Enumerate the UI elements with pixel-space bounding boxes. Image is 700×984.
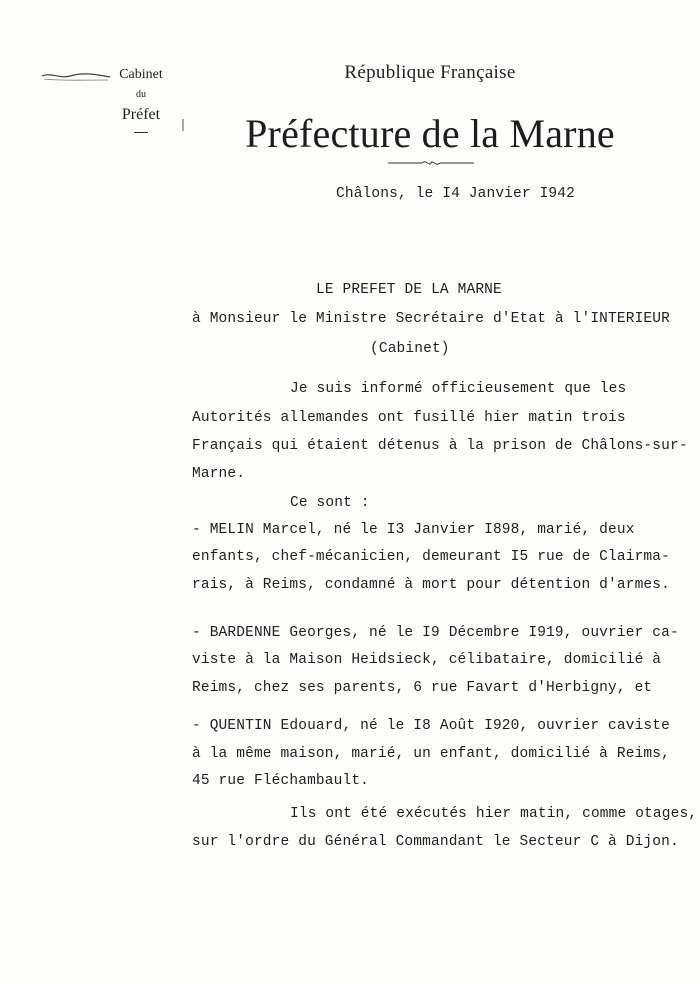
melin-entry-line: enfants, chef-mécanicien, demeurant I5 rue de Clairma- [192, 549, 670, 565]
cabinet-divider [134, 132, 148, 133]
melin-entry-line: - MELIN Marcel, né le I3 Janvier I898, marié, deux [192, 522, 635, 538]
paragraph-line: Je suis informé officieusement que les [290, 381, 627, 397]
dateline: Châlons, le I4 Janvier I942 [336, 186, 575, 202]
quentin-entry-line: 45 rue Fléchambault. [192, 773, 370, 789]
republique-heading: République Française [344, 62, 516, 83]
paragraph-line: Marne. [192, 466, 246, 482]
closing-line: sur l'ordre du Général Commandant le Secteur C à Dijon. [192, 834, 679, 850]
recipient-department: (Cabinet) [370, 341, 450, 357]
ornament-divider [388, 158, 474, 168]
bardenne-entry-line: - BARDENNE Georges, né le I9 Décembre I919, ouvrier ca- [192, 625, 679, 641]
bardenne-entry-line: Reims, chez ses parents, 6 rue Favart d'Herbigny, et [192, 680, 653, 696]
cabinet-label: Cabinet [119, 67, 163, 82]
melin-entry-line: rais, à Reims, condamné à mort pour détention d'armes. [192, 577, 670, 593]
ce-sont-line: Ce sont : [290, 495, 370, 511]
prefecture-title: Préfecture de la Marne [245, 111, 615, 156]
cabinet-du-prefet-block [96, 66, 186, 133]
bardenne-entry-line: viste à la Maison Heidsieck, célibataire, domicilié à [192, 652, 662, 668]
prefet-label: Préfet [121, 106, 161, 123]
quentin-entry-line: à la même maison, marié, un enfant, domicilié à Reims, [192, 746, 670, 762]
du-label: du [136, 89, 146, 100]
closing-line: Ils ont été exécutés hier matin, comme otages, [290, 806, 698, 822]
recipient-line: à Monsieur le Ministre Secrétaire d'Etat à l'INTERIEUR [192, 311, 670, 327]
paragraph-line: Français qui étaient détenus à la prison de Châlons-sur- [192, 438, 688, 454]
quentin-entry-line: - QUENTIN Edouard, né le I8 Août I920, ouvrier caviste [192, 718, 670, 734]
paragraph-line: Autorités allemandes ont fusillé hier matin trois [192, 410, 626, 426]
sender-line: LE PREFET DE LA MARNE [316, 282, 502, 298]
